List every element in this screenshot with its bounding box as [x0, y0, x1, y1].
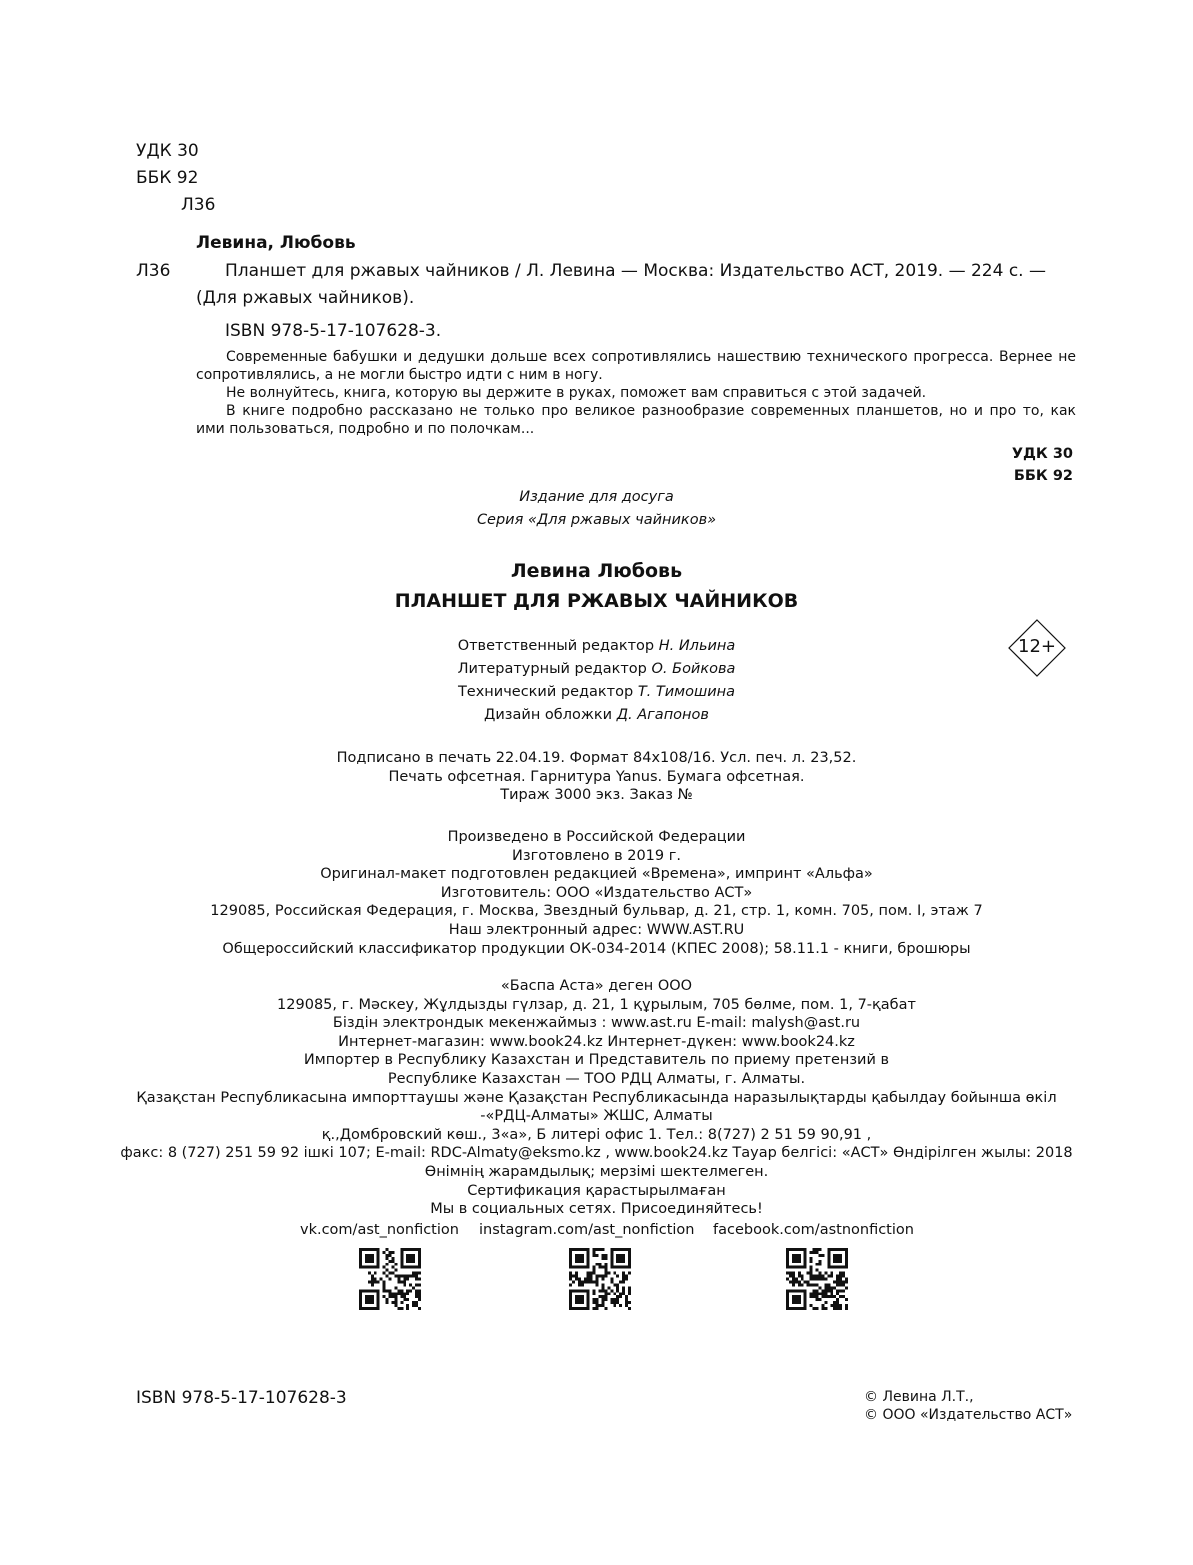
edition-type: Издание для досуга: [519, 489, 674, 505]
kz-line: Өнімнің жарамдылық; мерзімі шектелмеген.: [424, 1163, 769, 1180]
kz-line: 129085, г. Мәскеу, Жұлдызды гүлзар, д. 21, 1 құрылым, 705 бөлме, пом. 1, 7-қабат: [277, 996, 916, 1013]
kz-line: қ.,Домбровский көш., 3«а», Б литері офис 1. Тел.: 8(727) 2 51 59 90,91 ,: [321, 1126, 872, 1143]
copyright-publisher: © ООО «Издательство АСТ»: [864, 1407, 1073, 1423]
editor-line: [0, 638, 1193, 654]
udk-right: УДК 30: [1011, 446, 1073, 462]
edition-author: Левина Любовь: [510, 560, 683, 582]
biblio-series-line: (Для ржавых чайников).: [196, 288, 415, 308]
instagram-link[interactable]: instagram.com/ast_nonfiction: [479, 1222, 695, 1238]
kz-info: [0, 977, 1193, 1219]
editor-line: [0, 661, 1193, 677]
editor-role: Ответственный редактор: [457, 638, 655, 654]
biblio-isbn: ISBN 978-5-17-107628-3.: [225, 321, 442, 341]
editor-name: Н. Ильина: [658, 638, 736, 654]
editor-name: О. Бойкова: [651, 661, 736, 677]
kz-line: -«РДЦ-Алматы» ЖШС, Алматы: [480, 1108, 713, 1125]
kz-line: Қазақстан Республикасына импорттаушы және Қазақстан Республикасында наразылықтарды қабылдау бойынша өкіл: [136, 1089, 1057, 1106]
biblio-title-line: Планшет для ржавых чайников / Л. Левина — Москва: Издательство АСТ, 2019. — 224 с. —: [225, 261, 1046, 281]
producer-line: Изготовитель: ООО «Издательство АСТ»: [440, 884, 753, 901]
biblio-author: Левина, Любовь: [196, 233, 356, 253]
edition-title: ПЛАНШЕТ ДЛЯ РЖАВЫХ ЧАЙНИКОВ: [394, 590, 799, 612]
kz-line: Біздін электрондык мекенжаймыз : www.ast.ru E-mail: malysh@ast.ru: [332, 1015, 861, 1032]
editor-line: [0, 684, 1193, 700]
author-mark: Л36: [181, 195, 216, 215]
kz-line: «Баспа Аста» деген ООО: [500, 978, 693, 994]
facebook-link[interactable]: facebook.com/astnonfiction: [713, 1222, 914, 1238]
kz-line: Сертификация қарастырылмаған: [467, 1182, 726, 1199]
bbk-right: ББК 92: [1013, 468, 1073, 484]
producer-line: Оригинал-макет подготовлен редакцией «Времена», импринт «Альфа»: [320, 866, 873, 883]
udk-code: УДК 30: [136, 141, 199, 161]
kz-line: Мы в социальных сетях. Присоединяйтесь!: [430, 1201, 763, 1218]
kz-line: Импортер в Республику Казахстан и Представитель по приему претензий в: [303, 1052, 890, 1069]
producer-info: [0, 828, 1193, 958]
editor-name: Д. Агапонов: [616, 707, 709, 723]
editor-line: [0, 707, 1193, 723]
qr-code-icon[interactable]: [786, 1248, 848, 1310]
biblio-mark: Л36: [136, 261, 171, 281]
annotation: [196, 348, 1076, 438]
editor-role: Литературный редактор: [457, 661, 647, 677]
qr-code-icon[interactable]: [569, 1248, 631, 1310]
bbk-code: ББК 92: [136, 168, 199, 188]
producer-line: Наш электронный адрес: WWW.AST.RU: [448, 921, 745, 938]
print-info-line: Тираж 3000 экз. Заказ №: [500, 787, 693, 804]
kz-line: факс: 8 (727) 251 59 92 ішкі 107; E-mail: RDC-Almaty@eksmo.kz , www.book24.kz Тауар белгісі: «АСТ» Өндірілген жылы: 2018: [120, 1145, 1073, 1162]
edition-series: Серия «Для ржавых чайников»: [476, 512, 717, 528]
producer-line: 129085, Российская Федерация, г. Москва, Звездный бульвар, д. 21, стр. 1, комн. 705, пом. I, этаж 7: [210, 903, 983, 920]
producer-line: Общероссийский классификатор продукции ОК-034-2014 (КПЕС 2008); 58.11.1 - книги, брошюры: [222, 940, 971, 957]
annotation-paragraph: Современные бабушки и дедушки дольше всех сопротивлялись нашествию технического прогресса. Вернее не сопротивлялись, а не могли быстро идти с ним в ногу.: [196, 349, 1076, 383]
print-info: [0, 749, 1193, 805]
vk-link[interactable]: vk.com/ast_nonfiction: [300, 1222, 459, 1238]
annotation-paragraph: Не волнуйтесь, книга, которую вы держите в руках, поможет вам справиться с этой задачей.: [226, 385, 927, 401]
producer-line: Произведено в Российской Федерации: [447, 829, 746, 845]
qr-code-icon[interactable]: [359, 1248, 421, 1310]
print-info-line: Печать офсетная. Гарнитура Yanus. Бумага офсетная.: [388, 768, 805, 785]
footer-isbn: ISBN 978-5-17-107628-3: [136, 1388, 347, 1408]
annotation-paragraph: В книге подробно рассказано не только про великое разнообразие современных планшетов, но и про то, как ими пользоваться, подробно и по полочкам...: [196, 403, 1076, 437]
producer-line: Изготовлено в 2019 г.: [512, 847, 681, 864]
editor-name: Т. Тимошина: [637, 684, 736, 700]
editor-role: Технический редактор: [457, 684, 634, 700]
age-rating-label: 12+: [1018, 636, 1056, 657]
kz-line: Интернет-магазин: www.book24.kz Интернет-дүкен: www.book24.kz: [338, 1033, 855, 1050]
print-info-line: Подписано в печать 22.04.19. Формат 84x108/16. Усл. печ. л. 23,52.: [336, 750, 857, 766]
kz-line: Республике Казахстан — ТОО РДЦ Алматы, г. Алматы.: [387, 1070, 806, 1087]
editor-role: Дизайн обложки: [484, 707, 613, 723]
copyright-author: © Левина Л.Т.,: [864, 1389, 974, 1405]
